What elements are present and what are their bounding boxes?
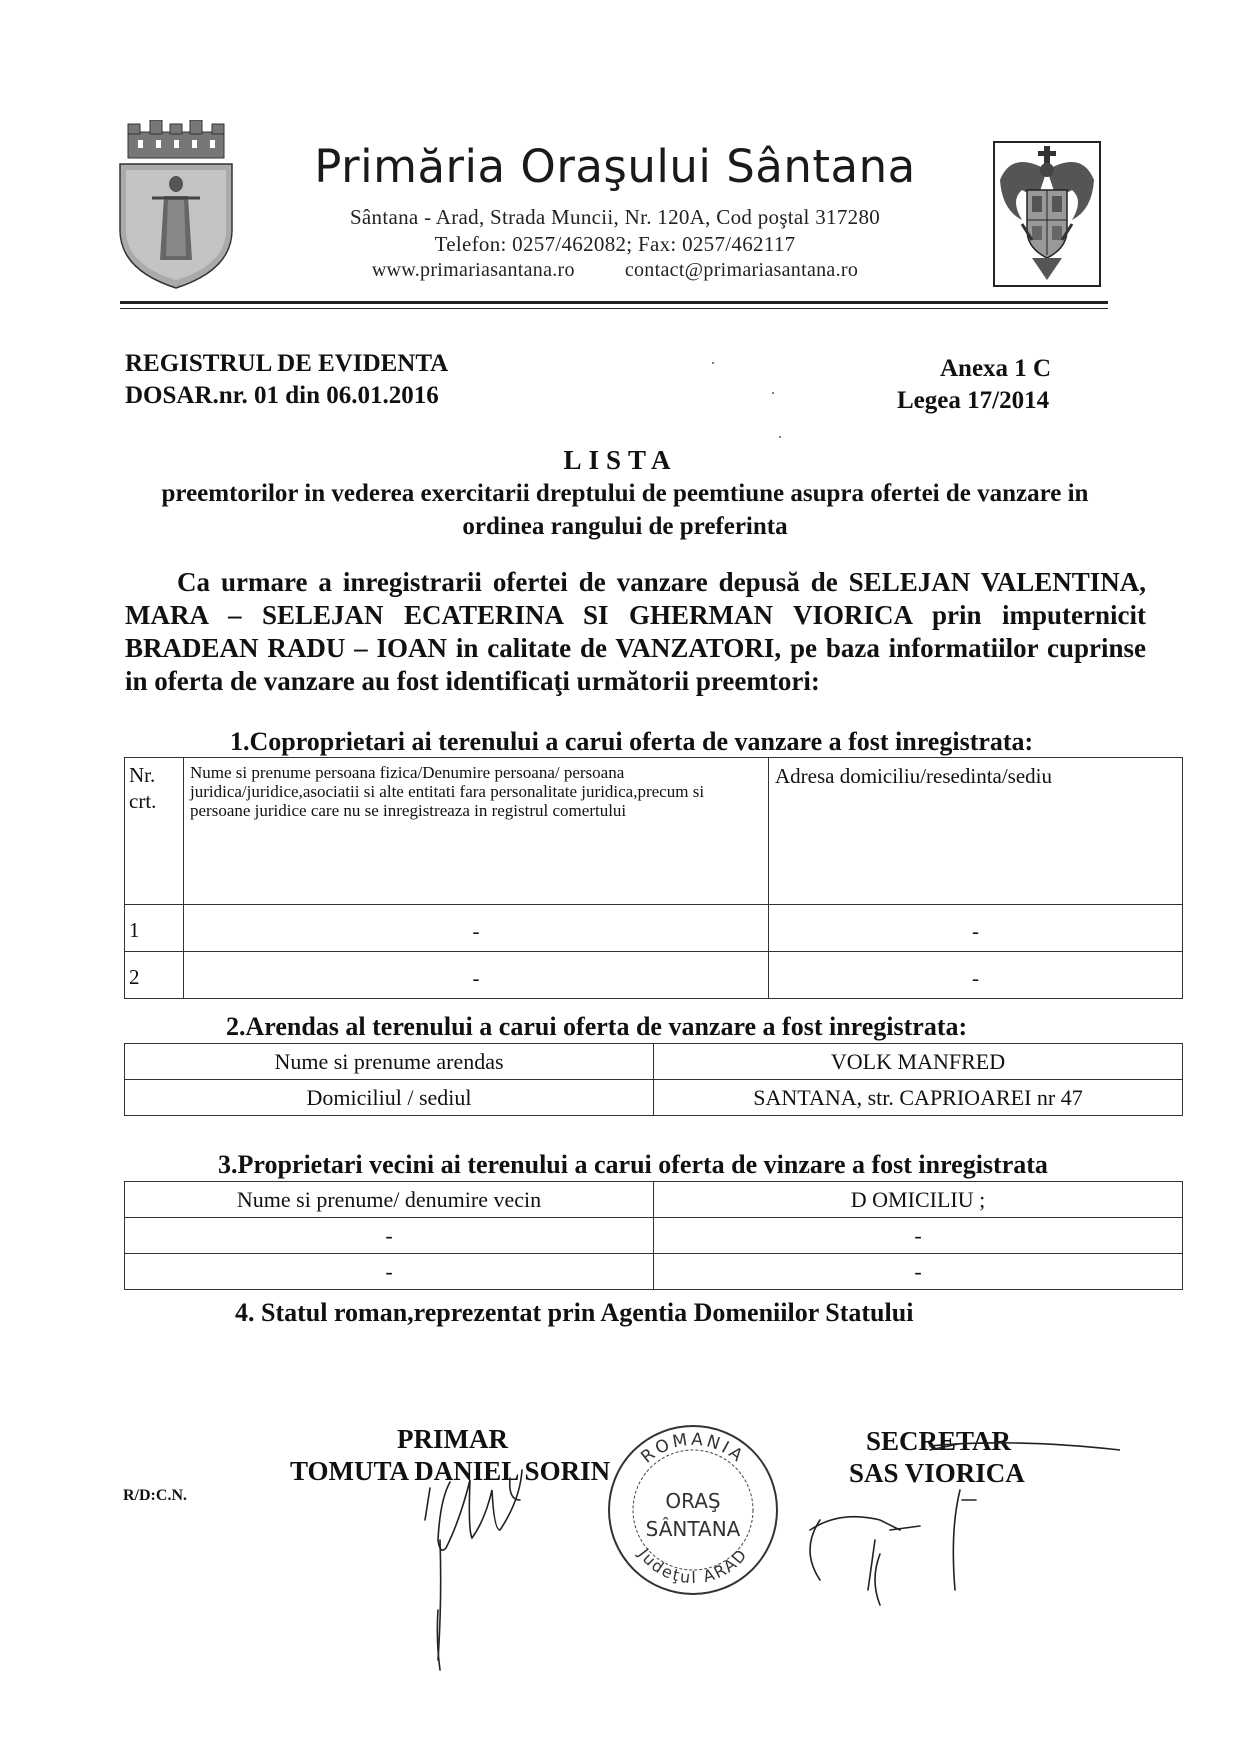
column-header-nr: Nr. crt.: [125, 758, 184, 905]
scan-speck: [772, 392, 774, 394]
row-address: -: [769, 905, 1183, 952]
neighbour-name: -: [125, 1218, 654, 1254]
stamp-middle-1: ORAŞ: [665, 1489, 721, 1513]
tenant-name-label: Nume si prenume arendas: [125, 1044, 654, 1080]
stamp-top-text: ROMANIA: [637, 1429, 749, 1468]
mayor-title: PRIMAR: [397, 1424, 508, 1454]
document-subtitle: preemtorilor in vederea exercitarii dreptului de peemtiune asupra ofertei de vanzare in ordinea rangului de preferinta: [161, 480, 1089, 540]
table-row: [125, 905, 1183, 952]
column-header-address: Adresa domiciliu/resedinta/sediu: [769, 758, 1183, 905]
section-4-title: 4. Statul roman,reprezentat prin Agentia Domeniilor Statului: [235, 1298, 914, 1327]
row-number: 1: [125, 905, 184, 952]
intro-paragraph: Ca urmare a inregistrarii ofertei de vanzare depusă de SELEJAN VALENTINA, MARA – SELEJAN ECATERINA SI GHERMAN VIORICA prin imputernicit BRADEAN RADU – IOAN in calitate de VANZATORI, pe baza informatiilor cuprinse in oferta de vanzare au fost identificaţi următorii preemtori:: [125, 567, 1146, 696]
institution-name: Primăria Oraşului Sântana: [314, 140, 916, 193]
section-3-title: 3.Proprietari vecini ai terenului a carui oferta de vinzare a fost inregistrata: [218, 1150, 1048, 1179]
stamp-middle-2: SÂNTANA: [645, 1517, 741, 1541]
row-name: -: [184, 952, 769, 999]
table-row: [125, 1044, 1183, 1080]
tenant-address-value: SANTANA, str. CAPRIOAREI nr 47: [654, 1080, 1183, 1116]
email-link[interactable]: contact@primariasantana.ro: [624, 259, 859, 281]
table-row: [125, 1218, 1183, 1254]
neighbour-name: -: [125, 1254, 654, 1290]
scan-speck: [712, 362, 714, 364]
neighbour-address: -: [654, 1254, 1183, 1290]
row-address: -: [769, 952, 1183, 999]
column-header-name: Nume si prenume persoana fizica/Denumire persoana/ persoana juridica/juridice,asociatii si alte entitati fara personalitate juridica,precum si persoane juridice care nu se inregistreaza in registrul comertului: [184, 758, 769, 905]
scan-speck: [779, 436, 781, 438]
letterhead-divider: [120, 301, 1108, 304]
table-row: [125, 1254, 1183, 1290]
secretary-name: SAS VIORICA: [849, 1458, 1025, 1488]
row-number: 2: [125, 952, 184, 999]
table-row: [125, 1080, 1183, 1116]
neighbour-address: -: [654, 1218, 1183, 1254]
mayor-signature: [410, 1460, 630, 1690]
romania-coat-of-arms: [992, 140, 1102, 288]
table-row: [125, 952, 1183, 999]
secretary-signature: [780, 1430, 1120, 1620]
column-header-neighbour-name: Nume si prenume/ denumire vecin: [125, 1182, 654, 1218]
annex-label: Anexa 1 C: [940, 355, 1052, 382]
dossier-number: DOSAR.nr. 01 din 06.01.2016: [125, 382, 439, 409]
secretary-title: SECRETAR: [866, 1426, 1012, 1456]
neighbours-table: [124, 1181, 1183, 1290]
institution-phone-fax: Telefon: 0257/462082; Fax: 0257/462117: [434, 232, 796, 256]
santana-coat-of-arms: [116, 120, 236, 290]
coowners-table: [124, 757, 1183, 999]
table-header-row: [125, 1182, 1183, 1218]
row-name: -: [184, 905, 769, 952]
mayor-name: TOMUTA DANIEL SORIN: [290, 1456, 611, 1486]
website-link[interactable]: www.primariasantana.ro: [371, 259, 575, 281]
tenant-table: [124, 1043, 1183, 1116]
table-header-row: [125, 758, 1183, 905]
svg-text:Judeţul ARAD: [634, 1544, 752, 1587]
document-title: LISTA: [563, 445, 678, 475]
tenant-name-value: VOLK MANFRED: [654, 1044, 1183, 1080]
law-reference: Legea 17/2014: [897, 387, 1050, 414]
register-title: REGISTRUL DE EVIDENTA: [125, 350, 449, 377]
drafter-initials: R/D:C.N.: [123, 1487, 187, 1504]
institution-address: Sântana - Arad, Strada Muncii, Nr. 120A, Cod poştal 317280: [349, 205, 881, 229]
letterhead-divider-thin: [120, 308, 1108, 309]
tenant-address-label: Domiciliul / sediul: [125, 1080, 654, 1116]
section-1-title: 1.Coproprietari ai terenului a carui oferta de vanzare a fost inregistrata:: [230, 727, 1034, 756]
stamp-bottom-text: Judeţul ARAD: [634, 1544, 752, 1588]
column-header-neighbour-address: D OMICILIU ;: [654, 1182, 1183, 1218]
section-2-title: 2.Arendas al terenului a carui oferta de vanzare a fost inregistrata:: [226, 1012, 968, 1041]
institution-contacts: [245, 259, 985, 282]
